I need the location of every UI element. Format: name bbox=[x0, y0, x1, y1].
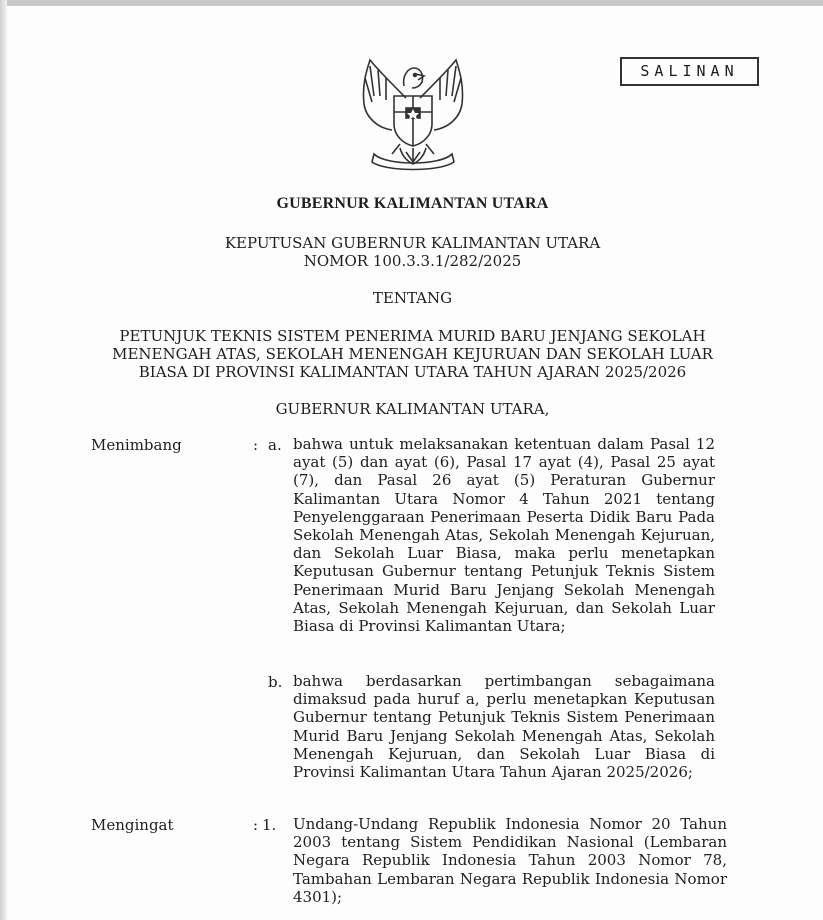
decree-title: KEPUTUSAN GUBERNUR KALIMANTAN UTARA bbox=[224, 234, 601, 252]
decree-number: NOMOR 100.3.3.1/282/2025 bbox=[303, 252, 522, 270]
issuer-line: GUBERNUR KALIMANTAN UTARA, bbox=[275, 400, 550, 418]
decree-subject-line: PETUNJUK TEKNIS SISTEM PENERIMA MURID BARU JENJANG SEKOLAH bbox=[119, 327, 706, 345]
consideration-text: bahwa berdasarkan pertimbangan sebagaimana dimaksud pada huruf a, perlu menetapkan Keputusan Gubernur tentang Petunjuk Teknis Sistem Penerimaan Murid Baru Jenjang Sekolah Menengah Atas, Sekolah Menengah Kejuruan, dan Sekolah Luar Biasa di Provinsi Kalimantan Utara Tahun Ajaran 2025/2026; bbox=[293, 672, 715, 782]
decree-subject-line: BIASA DI PROVINSI KALIMANTAN UTARA TAHUN AJARAN 2025/2026 bbox=[138, 363, 687, 381]
issuer-title: GUBERNUR KALIMANTAN UTARA bbox=[276, 195, 549, 212]
legal-basis-marker: 1. bbox=[262, 816, 277, 834]
consideration-marker: a. bbox=[268, 436, 282, 454]
decree-subject-line: MENENGAH ATAS, SEKOLAH MENENGAH KEJURUAN DAN SEKOLAH LUAR bbox=[112, 345, 713, 363]
consideration-text: bahwa untuk melaksanakan ketentuan dalam Pasal 12 ayat (5) dan ayat (6), Pasal 17 ayat (4), Pasal 25 ayat (7), dan Pasal 26 ayat (5) Peraturan Gubernur Kalimantan Utara Nomor 4 Tahun 2021 tentang Penyelenggaraan Penerimaan Peserta Didik Baru Pada Sekolah Menengah Atas, Sekolah Menengah Kejuruan, dan Sekolah Luar Biasa, maka perlu menetapkan Keputusan Gubernur tentang Petunjuk Teknis Sistem Penerimaan Murid Baru Jenjang Sekolah Menengah Atas, Sekolah Menengah Kejuruan, dan Sekolah Luar Biasa di Provinsi Kalimantan Utara; bbox=[293, 435, 715, 636]
garuda-pancasila-emblem-icon bbox=[356, 56, 470, 172]
scan-left-edge bbox=[0, 0, 7, 920]
consideration-marker: b. bbox=[268, 673, 283, 691]
salinan-stamp: SALINAN bbox=[620, 57, 759, 86]
decree-subject bbox=[90, 327, 735, 381]
legal-basis-text: Undang-Undang Republik Indonesia Nomor 20 Tahun 2003 tentang Sistem Pendidikan Nasional (Lembaran Negara Republik Indonesia Tahun 2003 Nomor 78, Tambahan Lembaran Negara Republik Indonesia Nomor 4301); bbox=[293, 815, 727, 906]
menimbang-colon: : bbox=[253, 436, 259, 454]
about-heading: TENTANG bbox=[372, 289, 453, 307]
scan-top-edge bbox=[0, 0, 823, 6]
menimbang-label: Menimbang bbox=[91, 436, 182, 454]
mengingat-label: Mengingat bbox=[91, 816, 174, 834]
mengingat-colon: : bbox=[253, 816, 259, 834]
